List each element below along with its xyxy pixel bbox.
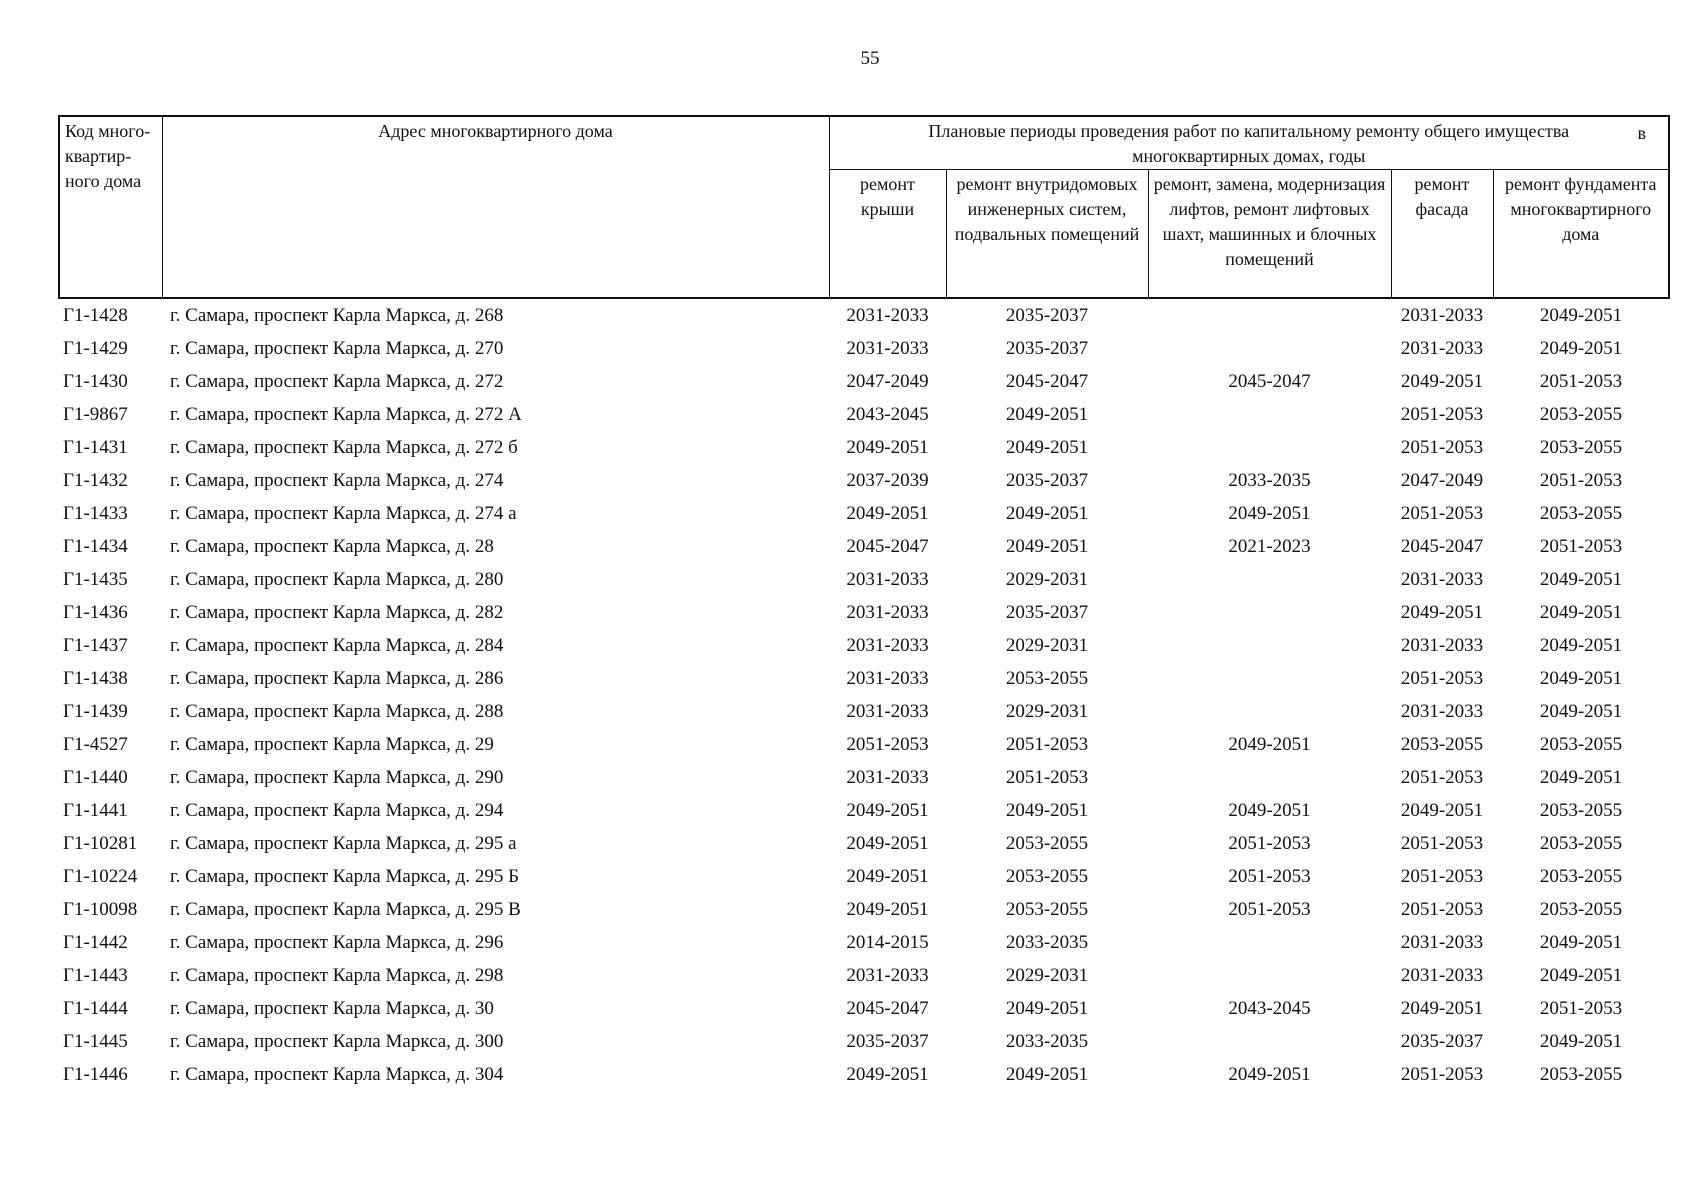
table-row	[59, 728, 1669, 761]
cell-code: Г1-1443	[63, 964, 128, 986]
table-row	[59, 1058, 1669, 1091]
cell-code: Г1-1440	[63, 766, 128, 788]
cell-roof: 2045-2047	[846, 535, 929, 557]
cell-engineering: 2033-2035	[1005, 1030, 1089, 1052]
cell-code: Г1-1430	[63, 370, 128, 392]
cell-engineering: 2035-2037	[1005, 601, 1089, 623]
cell-elevators	[1148, 695, 1391, 728]
table-header	[59, 116, 1669, 298]
cell-facade: 2035-2037	[1400, 1030, 1484, 1052]
cell-elevators: 2049-2051	[1228, 733, 1311, 755]
cell-address: г. Самара, проспект Карла Маркса, д. 284	[170, 634, 504, 656]
cell-address: г. Самара, проспект Карла Маркса, д. 296	[170, 931, 504, 953]
table-row	[59, 365, 1669, 398]
cell-foundation: 2049-2051	[1539, 1030, 1623, 1052]
cell-foundation: 2049-2051	[1539, 931, 1623, 953]
cell-foundation: 2049-2051	[1539, 766, 1623, 788]
cell-foundation: 2053-2055	[1539, 1063, 1623, 1085]
cell-elevators: 2049-2051	[1228, 502, 1311, 524]
cell-code: Г1-1442	[63, 931, 128, 953]
cell-engineering: 2029-2031	[1005, 700, 1089, 722]
cell-facade: 2031-2033	[1400, 337, 1484, 359]
cell-elevators: 2033-2035	[1228, 469, 1311, 491]
cell-roof: 2031-2033	[846, 964, 929, 986]
cell-code: Г1-1434	[63, 535, 128, 557]
repair-schedule-table	[58, 115, 1670, 1091]
cell-engineering: 2035-2037	[1005, 469, 1089, 491]
cell-code: Г1-1439	[63, 700, 128, 722]
cell-engineering: 2049-2051	[1005, 799, 1089, 821]
cell-address: г. Самара, проспект Карла Маркса, д. 274	[170, 469, 504, 491]
cell-facade: 2047-2049	[1400, 469, 1484, 491]
cell-address: г. Самара, проспект Карла Маркса, д. 272 б	[170, 436, 518, 458]
cell-roof: 2049-2051	[846, 436, 929, 458]
cell-facade: 2053-2055	[1400, 733, 1484, 755]
cell-engineering: 2049-2051	[1005, 502, 1089, 524]
table-row	[59, 464, 1669, 497]
table-body	[59, 298, 1669, 1091]
cell-foundation: 2053-2055	[1539, 733, 1623, 755]
cell-engineering: 2049-2051	[1005, 997, 1089, 1019]
cell-foundation: 2053-2055	[1539, 832, 1623, 854]
header-address: Адрес многоквартирного дома	[162, 116, 829, 298]
cell-elevators	[1148, 926, 1391, 959]
cell-address: г. Самара, проспект Карла Маркса, д. 272 А	[170, 403, 522, 425]
cell-facade: 2051-2053	[1400, 502, 1484, 524]
cell-facade: 2031-2033	[1400, 964, 1484, 986]
cell-engineering: 2033-2035	[1005, 931, 1089, 953]
table-row	[59, 794, 1669, 827]
cell-engineering: 2049-2051	[1005, 535, 1089, 557]
cell-code: Г1-1428	[63, 304, 128, 326]
cell-address: г. Самара, проспект Карла Маркса, д. 282	[170, 601, 504, 623]
header-roof: ремонт крыши	[829, 170, 946, 299]
header-periods	[829, 116, 1669, 170]
cell-engineering: 2053-2055	[1005, 667, 1089, 689]
table-row	[59, 992, 1669, 1025]
cell-foundation: 2053-2055	[1539, 898, 1623, 920]
cell-elevators: 2045-2047	[1228, 370, 1311, 392]
cell-foundation: 2053-2055	[1539, 865, 1623, 887]
cell-foundation: 2049-2051	[1539, 568, 1623, 590]
cell-address: г. Самара, проспект Карла Маркса, д. 295 а	[170, 832, 517, 854]
cell-roof: 2049-2051	[846, 865, 929, 887]
cell-foundation: 2049-2051	[1539, 304, 1623, 326]
cell-engineering: 2029-2031	[1005, 568, 1089, 590]
cell-elevators: 2049-2051	[1228, 799, 1311, 821]
cell-elevators	[1148, 398, 1391, 431]
header-foundation: ремонт фундамента многоквартирного дома	[1493, 170, 1669, 299]
cell-address: г. Самара, проспект Карла Маркса, д. 29	[170, 733, 494, 755]
cell-engineering: 2053-2055	[1005, 865, 1089, 887]
cell-elevators	[1148, 662, 1391, 695]
table-row	[59, 761, 1669, 794]
cell-facade: 2051-2053	[1400, 832, 1484, 854]
cell-roof: 2051-2053	[846, 733, 929, 755]
header-elevators: ремонт, замена, модернизация лифтов, ремонт лифтовых шахт, машинных и блочных помещений	[1148, 170, 1391, 299]
repair-schedule-sheet	[58, 115, 1668, 1091]
cell-foundation: 2049-2051	[1539, 700, 1623, 722]
cell-engineering: 2029-2031	[1005, 964, 1089, 986]
cell-code: Г1-1444	[63, 997, 128, 1019]
cell-facade: 2031-2033	[1400, 700, 1484, 722]
header-periods-tail: в	[1637, 123, 1646, 143]
cell-elevators: 2051-2053	[1228, 865, 1311, 887]
cell-elevators	[1148, 629, 1391, 662]
cell-facade: 2045-2047	[1400, 535, 1484, 557]
cell-engineering: 2053-2055	[1005, 832, 1089, 854]
cell-facade: 2051-2053	[1400, 898, 1484, 920]
cell-elevators	[1148, 959, 1391, 992]
cell-roof: 2031-2033	[846, 700, 929, 722]
cell-engineering: 2029-2031	[1005, 634, 1089, 656]
cell-roof: 2014-2015	[846, 931, 929, 953]
cell-roof: 2049-2051	[846, 832, 929, 854]
cell-code: Г1-1429	[63, 337, 128, 359]
cell-facade: 2031-2033	[1400, 634, 1484, 656]
cell-address: г. Самара, проспект Карла Маркса, д. 30	[170, 997, 494, 1019]
table-row	[59, 298, 1669, 332]
cell-facade: 2051-2053	[1400, 766, 1484, 788]
cell-address: г. Самара, проспект Карла Маркса, д. 288	[170, 700, 504, 722]
header-periods-text: Плановые периоды проведения работ по капитальному ремонту общего имущества многоквартирных домах, годы	[928, 121, 1570, 166]
cell-code: Г1-1441	[63, 799, 128, 821]
cell-address: г. Самара, проспект Карла Маркса, д. 280	[170, 568, 504, 590]
cell-facade: 2051-2053	[1400, 436, 1484, 458]
cell-engineering: 2053-2055	[1005, 898, 1089, 920]
cell-facade: 2049-2051	[1400, 799, 1484, 821]
cell-facade: 2031-2033	[1400, 568, 1484, 590]
cell-roof: 2031-2033	[846, 601, 929, 623]
cell-roof: 2031-2033	[846, 568, 929, 590]
table-row	[59, 662, 1669, 695]
header-code: Код много-квартир-ного дома	[59, 116, 162, 298]
cell-foundation: 2051-2053	[1539, 370, 1623, 392]
cell-address: г. Самара, проспект Карла Маркса, д. 298	[170, 964, 504, 986]
cell-facade: 2049-2051	[1400, 370, 1484, 392]
cell-foundation: 2053-2055	[1539, 436, 1623, 458]
header-engineering: ремонт внутридомовых инженерных систем, подвальных помещений	[946, 170, 1148, 299]
cell-roof: 2035-2037	[846, 1030, 929, 1052]
cell-roof: 2031-2033	[846, 766, 929, 788]
cell-foundation: 2049-2051	[1539, 634, 1623, 656]
cell-address: г. Самара, проспект Карла Маркса, д. 304	[170, 1063, 504, 1085]
cell-code: Г1-1433	[63, 502, 128, 524]
cell-foundation: 2051-2053	[1539, 997, 1623, 1019]
table-row	[59, 926, 1669, 959]
cell-roof: 2031-2033	[846, 304, 929, 326]
table-row	[59, 629, 1669, 662]
cell-code: Г1-1438	[63, 667, 128, 689]
cell-elevators	[1148, 1025, 1391, 1058]
cell-foundation: 2051-2053	[1539, 469, 1623, 491]
cell-foundation: 2053-2055	[1539, 403, 1623, 425]
table-row	[59, 497, 1669, 530]
cell-roof: 2049-2051	[846, 799, 929, 821]
table-row	[59, 596, 1669, 629]
cell-roof: 2031-2033	[846, 634, 929, 656]
cell-address: г. Самара, проспект Карла Маркса, д. 290	[170, 766, 504, 788]
cell-code: Г1-10098	[63, 898, 138, 920]
cell-code: Г1-1435	[63, 568, 128, 590]
cell-facade: 2051-2053	[1400, 1063, 1484, 1085]
page-number: 55	[860, 48, 880, 69]
cell-address: г. Самара, проспект Карла Маркса, д. 270	[170, 337, 504, 359]
cell-foundation: 2051-2053	[1539, 535, 1623, 557]
table-row	[59, 695, 1669, 728]
cell-foundation: 2049-2051	[1539, 964, 1623, 986]
cell-facade: 2051-2053	[1400, 403, 1484, 425]
cell-elevators: 2043-2045	[1228, 997, 1311, 1019]
cell-facade: 2051-2053	[1400, 865, 1484, 887]
header-facade: ремонт фасада	[1391, 170, 1493, 299]
cell-facade: 2051-2053	[1400, 667, 1484, 689]
cell-engineering: 2049-2051	[1005, 403, 1089, 425]
table-row	[59, 893, 1669, 926]
cell-address: г. Самара, проспект Карла Маркса, д. 286	[170, 667, 504, 689]
cell-elevators	[1148, 298, 1391, 332]
table-row	[59, 860, 1669, 893]
table-row	[59, 959, 1669, 992]
cell-address: г. Самара, проспект Карла Маркса, д. 268	[170, 304, 504, 326]
cell-code: Г1-4527	[63, 733, 128, 755]
cell-code: Г1-10281	[63, 832, 138, 854]
cell-roof: 2031-2033	[846, 667, 929, 689]
cell-elevators	[1148, 332, 1391, 365]
cell-elevators	[1148, 431, 1391, 464]
cell-address: г. Самара, проспект Карла Маркса, д. 295 В	[170, 898, 521, 920]
cell-facade: 2049-2051	[1400, 601, 1484, 623]
cell-elevators: 2051-2053	[1228, 832, 1311, 854]
table-row	[59, 563, 1669, 596]
cell-engineering: 2049-2051	[1005, 1063, 1089, 1085]
cell-roof: 2031-2033	[846, 337, 929, 359]
cell-elevators: 2021-2023	[1228, 535, 1311, 557]
cell-engineering: 2035-2037	[1005, 337, 1089, 359]
table-row	[59, 530, 1669, 563]
cell-elevators	[1148, 596, 1391, 629]
cell-engineering: 2049-2051	[1005, 436, 1089, 458]
cell-address: г. Самара, проспект Карла Маркса, д. 28	[170, 535, 494, 557]
cell-code: Г1-1437	[63, 634, 128, 656]
cell-address: г. Самара, проспект Карла Маркса, д. 300	[170, 1030, 504, 1052]
cell-code: Г1-10224	[63, 865, 138, 887]
cell-roof: 2037-2039	[846, 469, 929, 491]
cell-code: Г1-1432	[63, 469, 128, 491]
cell-roof: 2043-2045	[846, 403, 929, 425]
table-row	[59, 431, 1669, 464]
cell-foundation: 2053-2055	[1539, 799, 1623, 821]
cell-engineering: 2045-2047	[1005, 370, 1089, 392]
cell-facade: 2049-2051	[1400, 997, 1484, 1019]
cell-engineering: 2051-2053	[1005, 766, 1089, 788]
cell-address: г. Самара, проспект Карла Маркса, д. 272	[170, 370, 504, 392]
table-row	[59, 332, 1669, 365]
table-row	[59, 827, 1669, 860]
cell-foundation: 2053-2055	[1539, 502, 1623, 524]
cell-code: Г1-1436	[63, 601, 128, 623]
cell-roof: 2049-2051	[846, 502, 929, 524]
cell-code: Г1-1431	[63, 436, 128, 458]
cell-address: г. Самара, проспект Карла Маркса, д. 294	[170, 799, 504, 821]
cell-elevators: 2049-2051	[1228, 1063, 1311, 1085]
cell-foundation: 2049-2051	[1539, 601, 1623, 623]
cell-facade: 2031-2033	[1400, 304, 1484, 326]
cell-address: г. Самара, проспект Карла Маркса, д. 295 Б	[170, 865, 520, 887]
cell-engineering: 2051-2053	[1005, 733, 1089, 755]
cell-code: Г1-1446	[63, 1063, 128, 1085]
cell-foundation: 2049-2051	[1539, 667, 1623, 689]
cell-roof: 2045-2047	[846, 997, 929, 1019]
table-row	[59, 1025, 1669, 1058]
cell-foundation: 2049-2051	[1539, 337, 1623, 359]
cell-elevators: 2051-2053	[1228, 898, 1311, 920]
cell-facade: 2031-2033	[1400, 931, 1484, 953]
cell-elevators	[1148, 761, 1391, 794]
cell-code: Г1-9867	[63, 403, 128, 425]
cell-elevators	[1148, 563, 1391, 596]
table-row	[59, 398, 1669, 431]
cell-roof: 2049-2051	[846, 898, 929, 920]
cell-engineering: 2035-2037	[1005, 304, 1089, 326]
cell-address: г. Самара, проспект Карла Маркса, д. 274 а	[170, 502, 517, 524]
cell-roof: 2047-2049	[846, 370, 929, 392]
cell-code: Г1-1445	[63, 1030, 128, 1052]
cell-roof: 2049-2051	[846, 1063, 929, 1085]
